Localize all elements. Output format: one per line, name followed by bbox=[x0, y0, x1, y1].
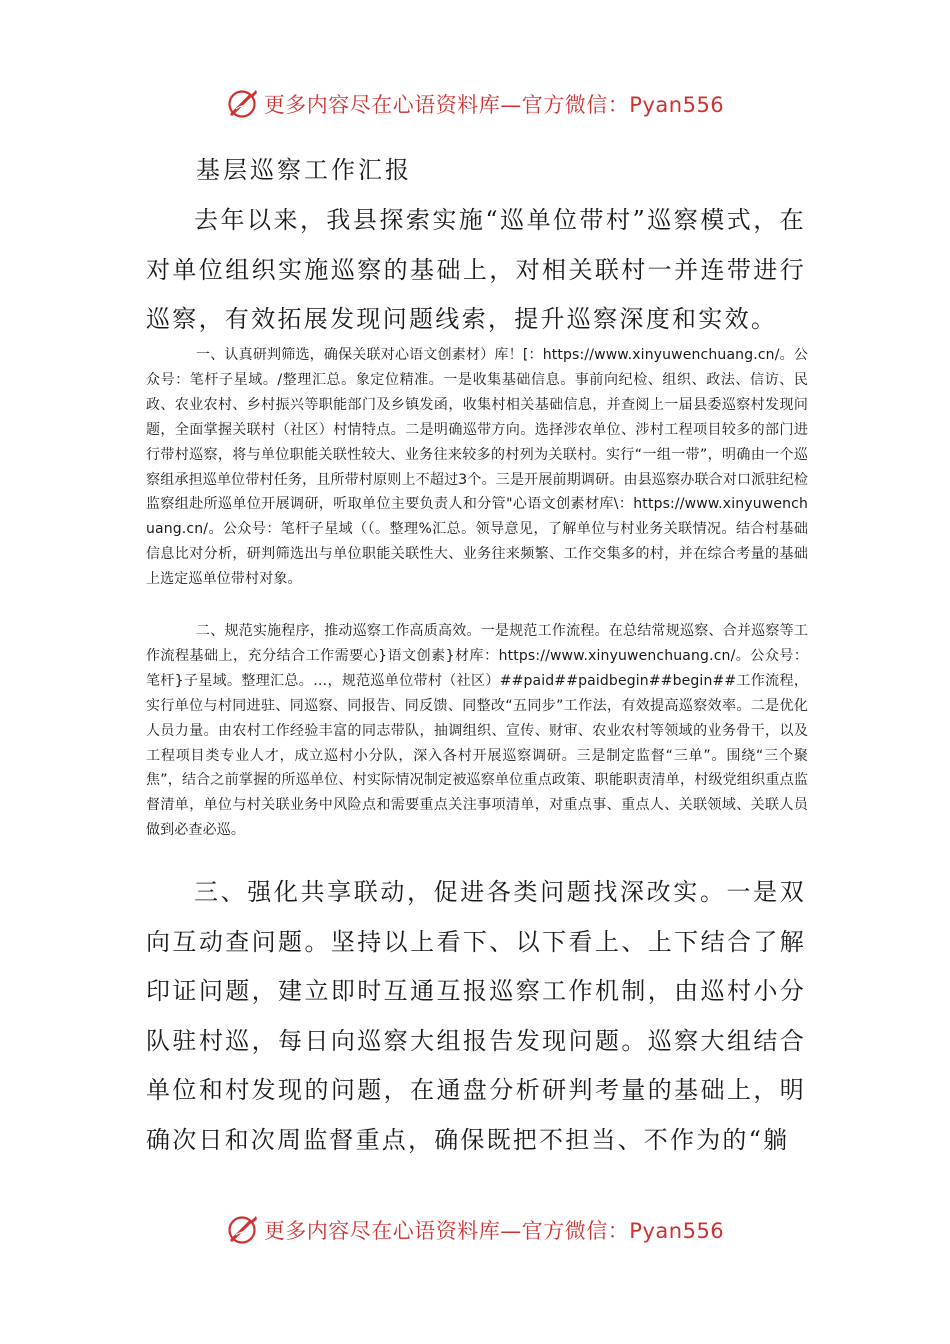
intro-paragraph: 去年以来，我县探索实施“巡单位带村”巡察模式，在对单位组织实施巡察的基础上，对相关联村一并连带进行巡察，有效拓展发现问题线索，提升巡察深度和实效。 bbox=[146, 206, 806, 333]
pen-logo-icon bbox=[226, 1213, 260, 1247]
section-two-paragraph: 二、规范实施程序，推动巡察工作高质高效。一是规范工作流程。在总结常规巡察、合并巡察等工作流程基础上，充分结合工作需要心}语文创素}材库：https://www.xinyuwenchuang.cn/。公众号：笔杆}子星域。整理汇总。…，规范巡单位带村（社区）##paid##paidbegin##begin##工作流程，实行单位与村同进驻、同巡察、同报告、同反馈、同整改“五同步”工作法，有效提高巡察效率。二是优化人员力量。由农村工作经验丰富的同志带队，抽调组织、宣传、财审、农业农村等领域的业务骨干，以及工程项目类专业人才，成立巡村小分队，深入各村开展巡察调研。三是制定监督“三单”。围绕“三个聚焦”，结合之前掌握的所巡单位、村实际情况制定被巡察单位重点政策、职能职责清单，村级党组织重点监督清单，单位与村关联业务中风险点和需要重点关注事项清单，对重点事、重点人、关联领域、关联人员做到必查必巡。 bbox=[146, 623, 808, 839]
watermark-header bbox=[0, 82, 950, 126]
watermark-text: 更多内容尽在心语资料库—官方微信：Pyan556 bbox=[263, 1219, 725, 1243]
document-title: 基层巡察工作汇报 bbox=[196, 156, 412, 184]
watermark-footer bbox=[0, 1208, 950, 1252]
pen-logo-icon bbox=[226, 87, 260, 121]
watermark-text: 更多内容尽在心语资料库—官方微信：Pyan556 bbox=[263, 93, 725, 117]
section-three-paragraph: 三、强化共享联动，促进各类问题找深改实。一是双向互动查问题。坚持以上看下、以下看上、上下结合了解印证问题，建立即时互通互报巡察工作机制，由巡村小分队驻村巡，每日向巡察大组报告发现问题。巡察大组结合单位和村发现的问题，在通盘分析研判考量的基础上，明确次日和次周监督重点，确保既把不担当、不作为的“躺 bbox=[146, 878, 806, 1154]
section-one-paragraph: 一、认真研判筛选，确保关联对心语文创素材）库！[：https://www.xinyuwenchuang.cn/。公众号：笔杆子星域。/整理汇总。象定位精准。一是收集基础信息。事前向纪检、组织、政法、信访、民政、农业农村、乡村振兴等职能部门及乡镇发函，收集村相关基础信息，并查阅上一届县委巡察村发现问题，全面掌握关联村（社区）村情特点。二是明确巡带方向。选择涉农单位、涉村工程项目较多的部门进行带村巡察，将与单位职能关联性较大、业务往来较多的村列为关联村。实行“一组一带”，明确由一个巡察组承担巡单位带村任务，且所带村原则上不超过3个。三是开展前期调研。由县巡察办联合对口派驻纪检监察组赴所巡单位开展调研，听取单位主要负责人和分管"心语文创素材库\：https://www.xinyuwenchuang.cn/。公众号：笔杆子星域（（。整理%汇总。领导意见，了解单位与村业务关联情况。结合村基础信息比对分析，研判筛选出与单位职能关联性大、业务往来频繁、工作交集多的村，并在综合考量的基础上选定巡单位带村对象。 bbox=[146, 347, 808, 588]
